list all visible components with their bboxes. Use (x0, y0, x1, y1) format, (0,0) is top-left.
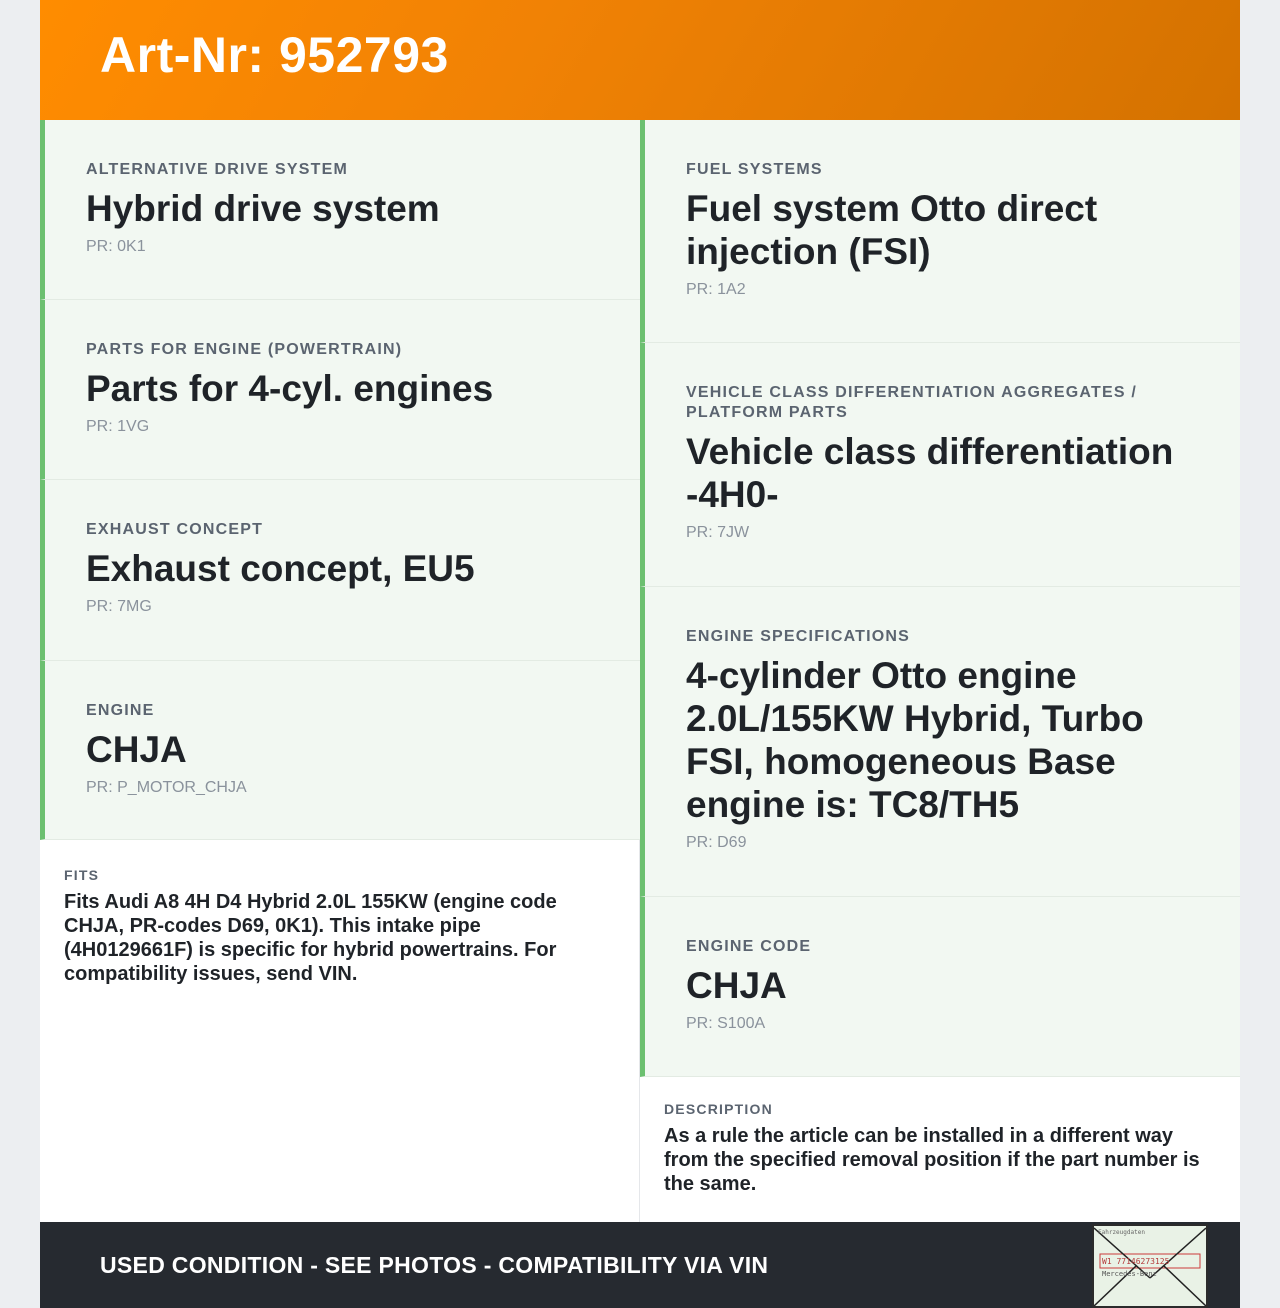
spec-value: Fuel system Otto direct injection (FSI) (686, 188, 1098, 272)
product-sheet (40, 0, 1240, 1308)
description-section (640, 1078, 1240, 1222)
spec-pr-code: PR: 0K1 (86, 238, 146, 255)
fits-label: FITS (64, 867, 100, 883)
description-text: As a rule the article can be installed in a different way from the specified removal position if the part number is the same. (664, 1125, 1200, 1195)
spec-value: Hybrid drive system (86, 188, 440, 229)
spec-card-alternative-drive (40, 120, 640, 300)
spec-card-engine-parts (40, 300, 640, 480)
sticker-vin-text: W1 77146273125 (1102, 1257, 1170, 1266)
spec-pr-code: PR: 7JW (686, 524, 750, 541)
left-column (40, 120, 640, 840)
spec-pr-code: PR: D69 (686, 834, 747, 851)
fits-text: Fits Audi A8 4H D4 Hybrid 2.0L 155KW (engine code CHJA, PR-codes D69, 0K1). This intake pipe (4H0129661F) is specific for hybrid powertrains. For compatibility issues, send VIN. (64, 891, 557, 985)
spec-label: ALTERNATIVE DRIVE SYSTEM (86, 161, 349, 178)
right-column (640, 120, 1240, 1077)
spec-pr-code: PR: S100A (686, 1015, 766, 1032)
spec-label: VEHICLE CLASS DIFFERENTIATION AGGREGATES / PLATFORM PARTS (686, 384, 1138, 421)
spec-value: Parts for 4-cyl. engines (86, 368, 494, 409)
spec-label: EXHAUST CONCEPT (86, 521, 264, 538)
spec-label: ENGINE CODE (686, 938, 812, 955)
vehicle-data-photo-thumbnail[interactable] (1092, 1224, 1208, 1308)
spec-card-engine-code (640, 897, 1240, 1077)
fits-section (40, 842, 639, 1222)
spec-value: CHJA (686, 965, 787, 1006)
footer-bar (40, 1222, 1240, 1308)
spec-value: 4-cylinder Otto engine 2.0L/155KW Hybrid, Turbo FSI, homogeneous Base engine is: TC8/TH5 (686, 655, 1144, 825)
spec-card-exhaust-concept (40, 480, 640, 661)
spec-value: CHJA (86, 729, 187, 770)
spec-card-engine (40, 661, 640, 840)
description-label: DESCRIPTION (664, 1101, 773, 1117)
spec-label: PARTS FOR ENGINE (POWERTRAIN) (86, 341, 403, 358)
spec-label: FUEL SYSTEMS (686, 161, 823, 178)
spec-value: Exhaust concept, EU5 (86, 548, 475, 589)
spec-pr-code: PR: 7MG (86, 598, 152, 615)
spec-pr-code: PR: P_MOTOR_CHJA (86, 779, 247, 796)
spec-label: ENGINE (86, 702, 155, 719)
spec-card-engine-specifications (640, 587, 1240, 897)
spec-card-vehicle-class (640, 343, 1240, 587)
vehicle-data-sticker-image (1094, 1226, 1206, 1306)
footer-condition-text: USED CONDITION - SEE PHOTOS - COMPATIBILITY VIA VIN (100, 1252, 769, 1278)
spec-pr-code: PR: 1A2 (686, 281, 746, 298)
article-number-title: Art-Nr: 952793 (100, 27, 449, 83)
sticker-brand-text: Mercedes-Benz (1102, 1270, 1157, 1278)
header-banner (40, 0, 1240, 120)
sticker-header-text: Fahrzeugdaten (1098, 1229, 1145, 1236)
spec-pr-code: PR: 1VG (86, 418, 150, 435)
spec-value: Vehicle class differentiation -4H0- (686, 431, 1174, 515)
spec-label: ENGINE SPECIFICATIONS (686, 628, 911, 645)
spec-card-fuel-systems (640, 120, 1240, 343)
